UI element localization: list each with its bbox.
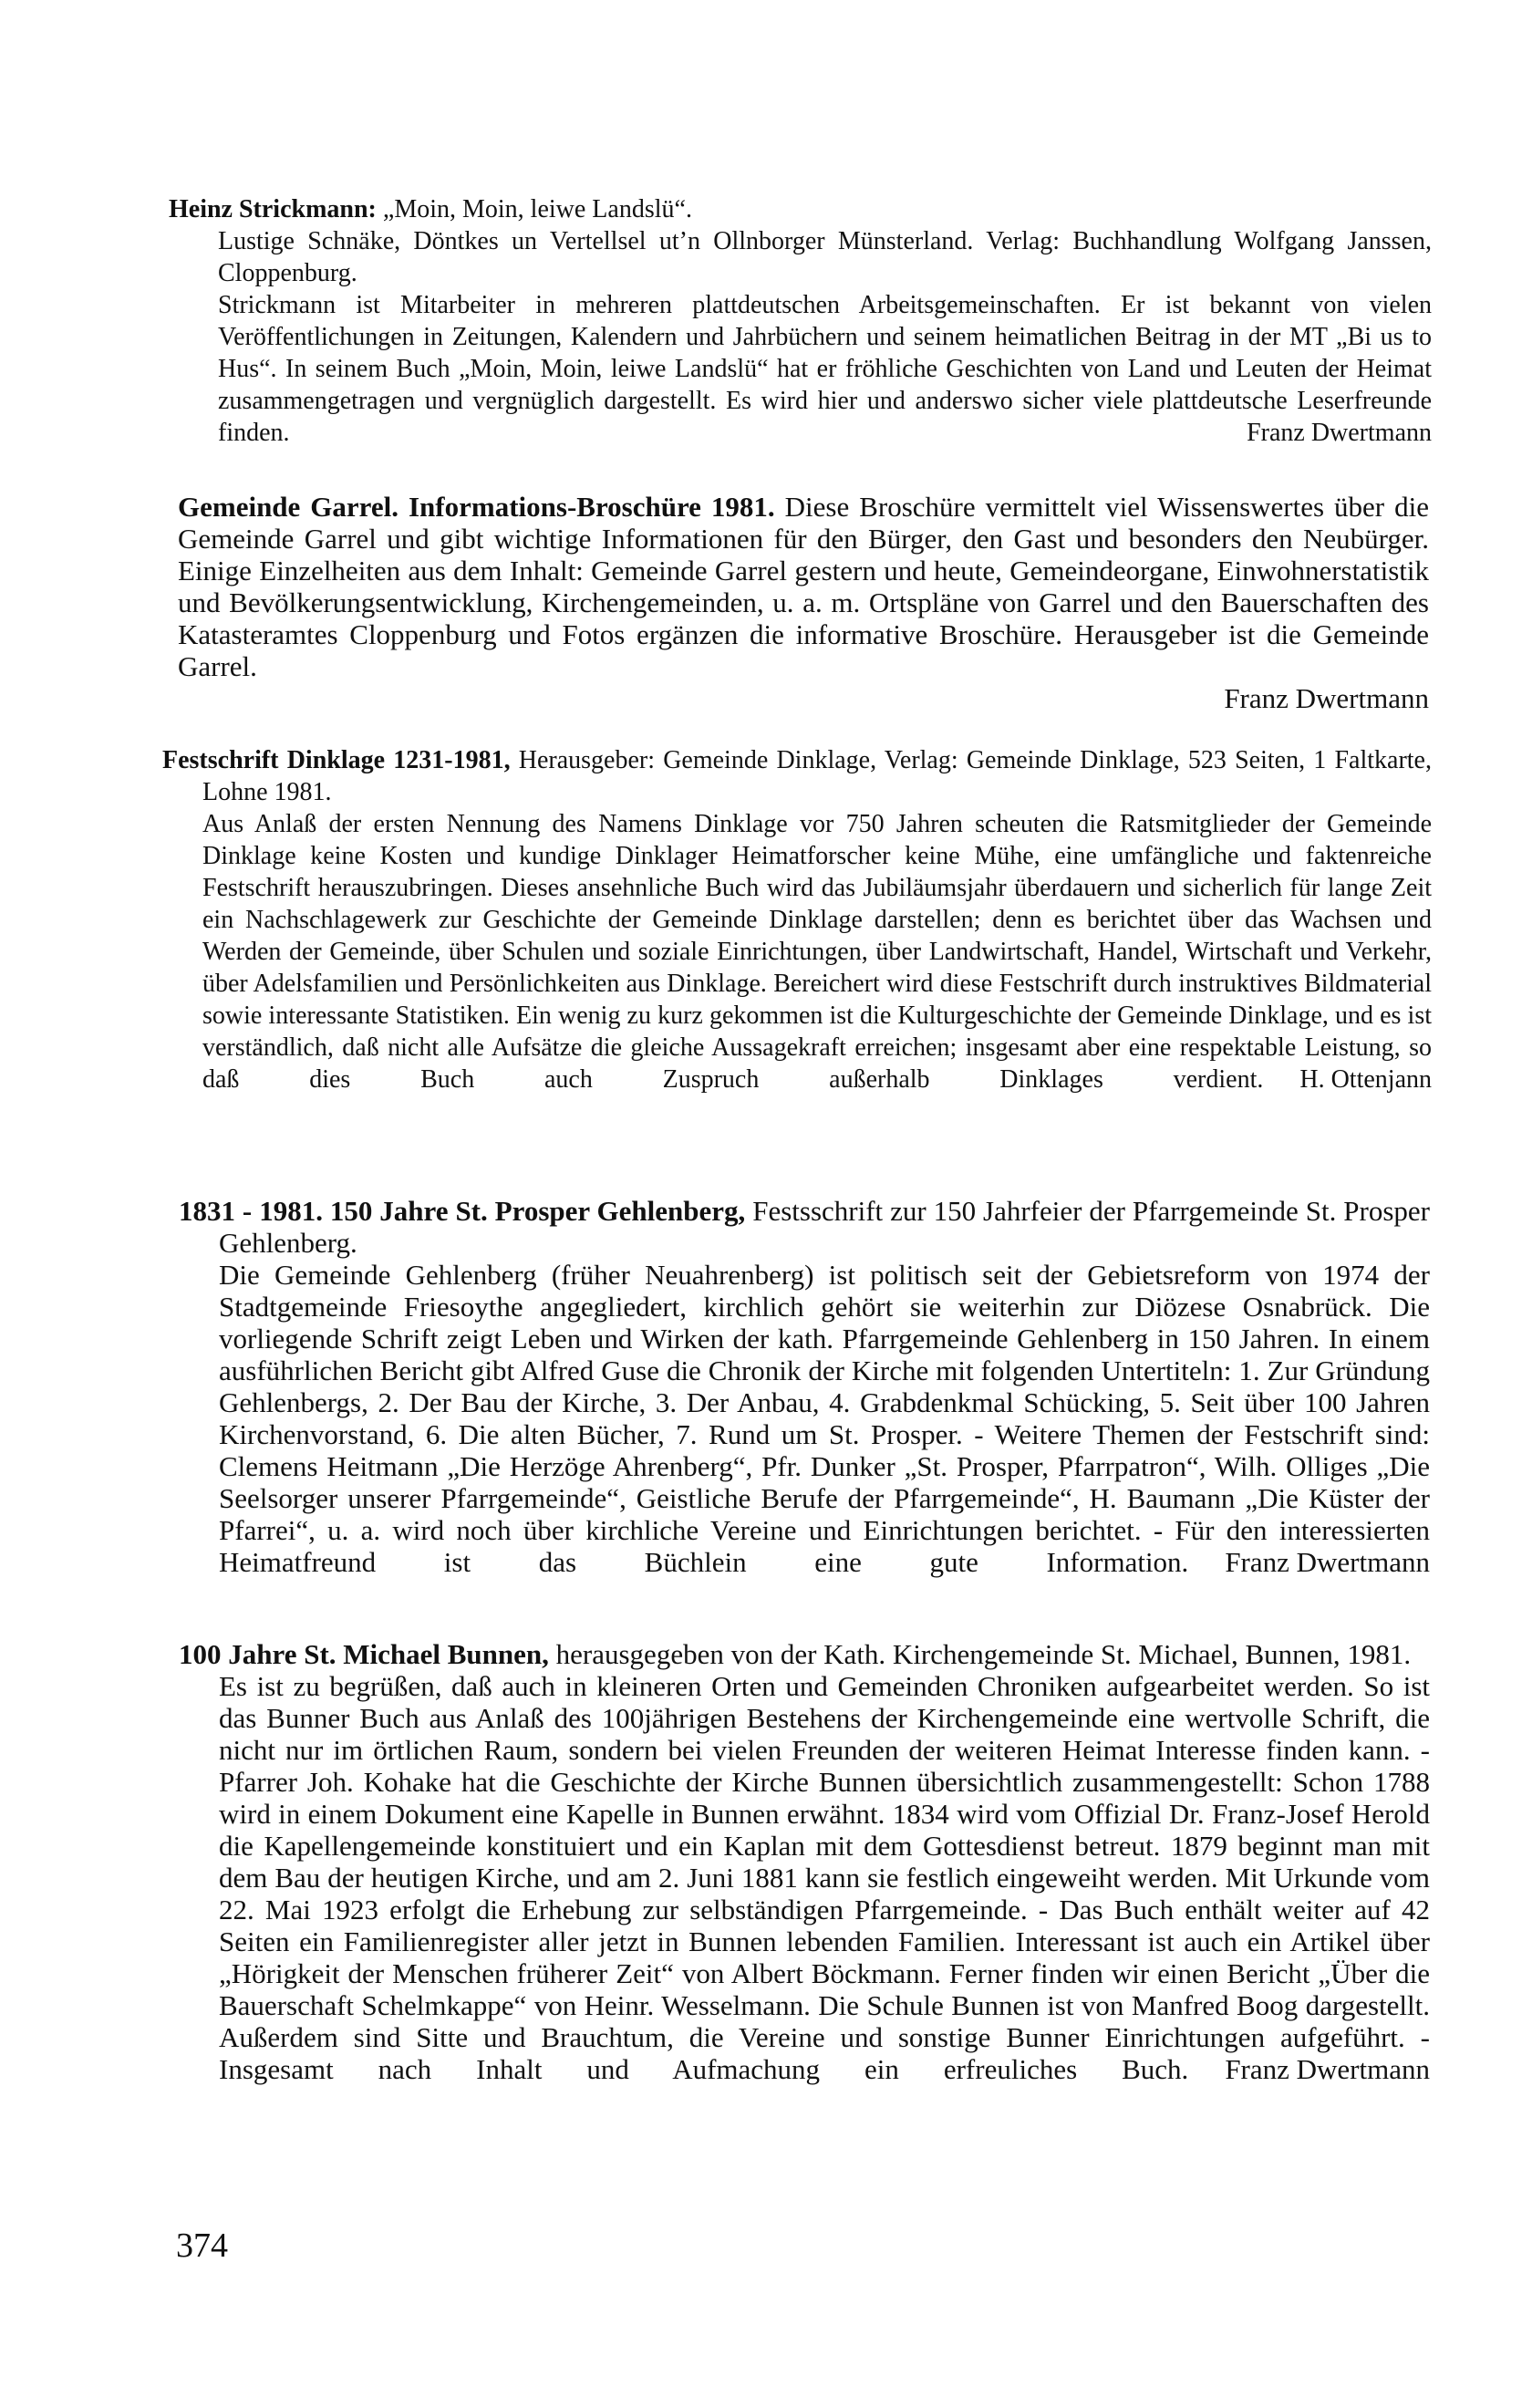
review-author: Franz Dwertmann xyxy=(1247,419,1432,447)
review-dinklage xyxy=(162,744,1432,1095)
review-title: Heinz Strickmann: xyxy=(169,195,377,223)
review-heading-rest: „Moin, Moin, leiwe Landslü“. xyxy=(376,195,692,223)
review-author: Franz Dwertmann xyxy=(1224,682,1429,714)
review-title: 100 Jahre St. Michael Bunnen, xyxy=(179,1638,549,1670)
review-body-text: Diese Broschüre vermittelt viel Wissenswertes über die Gemeinde Garrel und gibt wichtige Informationen für den Bürger, den Gast und besonders den Neubürger. Einige Einzelheiten aus dem Inhalt: Gemeinde Garrel gestern und heute, Gemeindeorgane, Einwohnerstatistik und Bevölkerungsentwicklung, Kirchengemeinden, u. a. m. Ortspläne von Garrel und den Bauerschaften des Katasteramtes Cloppenburg und Fotos ergänzen die informative Broschüre. Herausgeber ist die Gemeinde Garrel. xyxy=(178,491,1429,682)
review-heading xyxy=(178,491,1429,682)
review-title: Gemeinde Garrel. Informations-Broschüre 1981. xyxy=(178,491,775,523)
review-body-text: Es ist zu begrüßen, daß auch in kleineren Orten und Gemeinden Chroniken aufgearbeitet werden. So ist das Bunner Buch aus Anlaß des 100jährigen Bestehens der Kirchengemeinde eine wertvolle Schrift, die nicht nur im örtlichen Raum, sondern bei vielen Freunden der weiteren Heimat Interesse finden kann. - Pfarrer Joh. Kohake hat die Geschichte der Kirche Bunnen übersichtlich zusammengestellt: Schon 1788 wird in einem Dokument eine Kapelle in Bunnen erwähnt. 1834 wird vom Offizial Dr. Franz-Josef Herold die Kapellengemeinde konstituiert und ein Kaplan mit dem Gottesdienst betreut. 1879 beginnt man mit dem Bau der heutigen Kirche, und am 2. Juni 1881 kann sie festlich eingeweiht werden. Mit Urkunde vom 22. Mai 1923 erfolgt die Erhebung zur selbständigen Pfarrgemeinde. - Das Buch enthält weiter auf 42 Seiten ein Familienregister aller jetzt in Bunnen lebenden Familien. Interessant ist auch ein Artikel über „Hörigkeit der Menschen früherer Zeit“ von Albert Böckmann. Ferner finden wir einen Bericht „Über die Bauerschaft Schelmkappe“ von Heinr. Wesselmann. Die Schule Bunnen ist von Manfred Boog dargestellt. Außerdem sind Sitte und Brauchtum, die Vereine und sonstige Bunner Einrichtungen aufgeführt. - Insgesamt nach Inhalt und Aufmachung ein erfreuliches Buch. xyxy=(219,1670,1430,2085)
review-subheading: Lustige Schnäke, Döntkes un Vertellsel ut’n Ollnborger Münsterland. Verlag: Buchhandlung Wolfgang Janssen, Cloppenburg. xyxy=(218,227,1432,287)
review-body-text: Strickmann ist Mitarbeiter in mehreren plattdeutschen Arbeitsgemeinschaften. Er ist bekannt von vielen Veröffentlichungen in Zeitungen, Kalendern und Jahrbüchern und seinem heimatlichen Beitrag in der MT „Bi us to Hus“. In seinem Buch „Moin, Moin, leiwe Landslü“ hat er fröhliche Geschichten von Land und Leuten der Heimat zusammengetragen und vergnüglich dargestellt. Es wird hier und anderswo sicher viele plattdeutsche Leserfreunde finden. xyxy=(218,291,1432,447)
review-title: Festschrift Dinklage 1231-1981, xyxy=(162,746,511,774)
page-number: 374 xyxy=(176,2226,228,2265)
review-title: 1831 - 1981. 150 Jahre St. Prosper Gehlenberg, xyxy=(179,1195,746,1227)
review-heading xyxy=(179,1195,1430,1259)
review-heading xyxy=(169,193,1432,225)
review-body-text: Aus Anlaß der ersten Nennung des Namens Dinklage vor 750 Jahren scheuten die Ratsmitglieder der Gemeinde Dinklage keine Kosten und kundige Dinklager Heimatforscher keine Mühe, eine umfängliche und faktenreiche Festschrift herauszubringen. Dieses ansehnliche Buch wird das Jubiläumsjahr überdauern und sicherlich für lange Zeit ein Nachschlagewerk zur Geschichte der Gemeinde Dinklage darstellen; denn es berichtet über das Wachsen und Werden der Gemeinde, über Schulen und soziale Einrichtungen, über Landwirtschaft, Handel, Wirtschaft und Verkehr, über Adelsfamilien und Persönlichkeiten aus Dinklage. Bereichert wird diese Festschrift durch instruktives Bildmaterial sowie interessante Statistiken. Ein wenig zu kurz gekommen ist die Kulturgeschichte der Gemeinde Dinklage, und es ist verständlich, daß nicht alle Aufsätze die gleiche Aussagekraft erreichen; insgesamt aber eine respektable Leistung, so daß dies Buch auch Zuspruch außerhalb Dinklages verdient. xyxy=(202,810,1432,1094)
review-author: Franz Dwertmann xyxy=(1225,2053,1430,2085)
review-garrel xyxy=(178,491,1429,714)
review-body xyxy=(169,289,1432,449)
review-body xyxy=(162,808,1432,1095)
review-heading-rest: Herausgeber: Gemeinde Dinklage, Verlag: Gemeinde Dinklage, 523 Seiten, 1 Faltkarte, Lohne 1981. xyxy=(202,746,1432,806)
review-strickmann xyxy=(169,193,1432,449)
review-heading xyxy=(179,1638,1430,1670)
review-gehlenberg xyxy=(179,1195,1430,1578)
review-body xyxy=(179,1259,1430,1578)
review-author: H. Ottenjann xyxy=(1299,1065,1432,1094)
review-heading-rest: Festsschrift zur 150 Jahrfeier der Pfarrgemeinde St. Prosper Gehlenberg. xyxy=(219,1195,1430,1259)
review-bunnen xyxy=(179,1638,1430,2085)
review-author: Franz Dwertmann xyxy=(1225,1546,1430,1578)
review-body xyxy=(179,1670,1430,2085)
review-heading-rest: herausgegeben von der Kath. Kirchengemeinde St. Michael, Bunnen, 1981. xyxy=(548,1638,1412,1670)
review-heading xyxy=(162,744,1432,808)
review-body-text: Die Gemeinde Gehlenberg (früher Neuahrenberg) ist politisch seit der Gebietsreform von 1974 der Stadtgemeinde Friesoythe angegliedert, kirchlich gehört sie weiterhin zur Diözese Osnabrück. Die vorliegende Schrift zeigt Leben und Wirken der kath. Pfarrgemeinde Gehlenberg in 150 Jahren. In einem ausführlichen Bericht gibt Alfred Guse die Chronik der Kirche mit folgenden Untertiteln: 1. Zur Gründung Gehlenbergs, 2. Der Bau der Kirche, 3. Der Anbau, 4. Grabdenkmal Schücking, 5. Seit über 100 Jahren Kirchenvorstand, 6. Die alten Bücher, 7. Rund um St. Prosper. - Weitere Themen der Festschrift sind: Clemens Heitmann „Die Herzöge Ahrenberg“, Pfr. Dunker „St. Prosper, Pfarrpatron“, Wilh. Olliges „Die Seelsorger unserer Pfarrgemeinde“, Geistliche Berufe der Pfarrgemeinde“, H. Baumann „Die Küster der Pfarrei“, u. a. wird noch über kirchliche Vereine und Einrichtungen berichtet. - Für den interessierten Heimatfreund ist das Büchlein eine gute Information. xyxy=(219,1259,1430,1578)
